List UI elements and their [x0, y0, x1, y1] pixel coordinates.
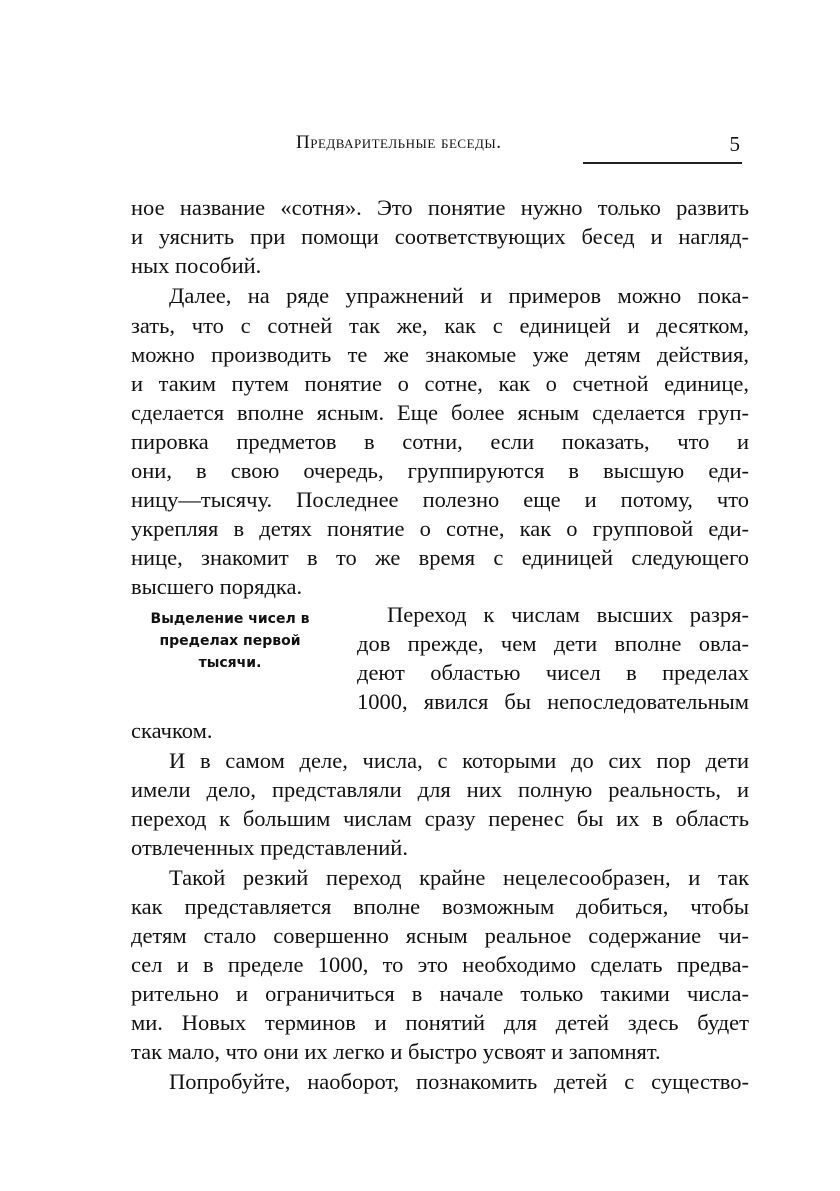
sidenote-line: пределах первой	[159, 633, 301, 649]
sidenote-line: Выделение чисел в	[150, 611, 310, 627]
text-line: и таким путем понятие о сотне, как о счетной единице,	[131, 371, 749, 396]
text-line: укрепляя в детях понятие о сотне, как о групповой еди-	[131, 516, 749, 541]
text-line: Переход к числам высших разря-	[387, 602, 749, 627]
text-line: как представляется вполне возможным добиться, чтобы	[131, 894, 749, 919]
text-line: 1000, явился бы непоследовательным	[357, 689, 749, 714]
text-line: ное название «сотня». Это понятие нужно только развить	[131, 195, 749, 220]
sidenote-line: тысячи.	[198, 655, 262, 671]
text-line: зать, что с сотней так же, как с единицей и десятком,	[131, 313, 749, 338]
text-line: сделается вполне ясным. Еще более ясным сделается груп-	[131, 400, 749, 425]
text-line: так мало, что они их легко и быстро усвоят и запомнят.	[131, 1039, 661, 1064]
running-title: Предварительные беседы.	[296, 132, 502, 153]
text-line: Попробуйте, наоборот, познакомить детей с существо-	[169, 1069, 749, 1094]
text-line: рительно и ограничиться в начале только такими числа-	[131, 981, 749, 1006]
text-line: деют областью чисел в пределах	[357, 660, 749, 685]
text-line: и уяснить при помощи соответствующих бесед и нагляд-	[131, 224, 749, 249]
text-line: отвлеченных представлений.	[131, 835, 408, 860]
text-line: Далее, на ряде упражнений и примеров можно пока-	[169, 283, 749, 308]
text-line: ми. Новых терминов и понятий для детей здесь будет	[131, 1010, 749, 1035]
page-header	[296, 132, 746, 172]
text-line: ных пособий.	[131, 253, 262, 278]
text-line: дов прежде, чем дети вполне овла-	[357, 631, 749, 656]
text-line: Такой резкий переход крайне нецелесообразен, и так	[169, 865, 749, 890]
text-line: переход к большим числам сразу перенес бы их в область	[131, 806, 749, 831]
header-rule	[583, 162, 742, 164]
page-number: 5	[729, 132, 740, 156]
text-line: ницу—тысячу. Последнее полезно еще и потому, что	[131, 487, 749, 512]
text-line: сел и в пределе 1000, то это необходимо сделать предва-	[131, 952, 749, 977]
text-line: скачком.	[131, 718, 213, 743]
text-line: высшего порядка.	[131, 574, 303, 599]
sidenote	[131, 608, 329, 674]
text-line: И в самом деле, числа, с которыми до сих пор дети	[169, 748, 749, 773]
text-line: пировка предметов в сотни, если показать, что и	[131, 429, 749, 454]
text-line: нице, знакомит в то же время с единицей следующего	[131, 545, 749, 570]
text-line: имели дело, представляли для них полную реальность, и	[131, 777, 749, 802]
text-line: они, в свою очередь, группируются в высшую еди-	[131, 458, 749, 483]
text-line: можно производить те же знакомые уже детям действия,	[131, 342, 749, 367]
text-line: детям стало совершенно ясным реальное содержание чи-	[131, 923, 749, 948]
